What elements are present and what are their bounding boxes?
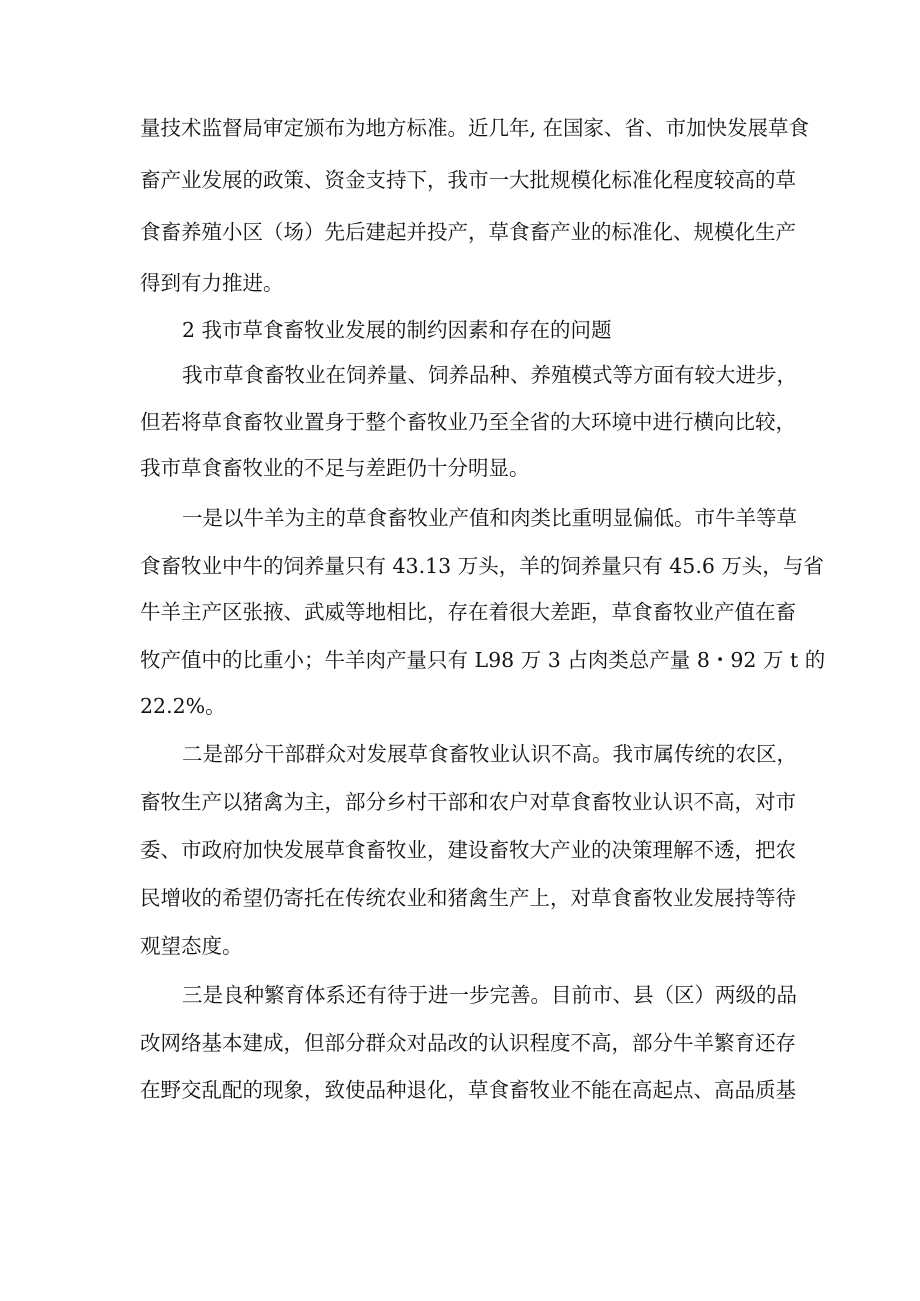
text-line: 但若将草食畜牧业置身于整个畜牧业乃至全省的大环境中进行横向比较， xyxy=(140,410,796,434)
text-line: 得到有力推进。 xyxy=(140,271,284,295)
section-heading: 2 我市草食畜牧业发展的制约因素和存在的问题 xyxy=(182,318,612,342)
text-line: 畜产业发展的政策、资金支持下，我市一大批规模化标准化程度较高的草 xyxy=(140,168,796,192)
text-line: 我市草食畜牧业在饲养量、饲养品种、养殖模式等方面有较大进步， xyxy=(182,363,797,387)
text-line: 畜牧生产以猪禽为主，部分乡村干部和农户对草食畜牧业认识不高，对市 xyxy=(140,790,796,814)
text-line: 观望态度。 xyxy=(140,934,243,958)
text-line: 22.2%。 xyxy=(140,694,226,718)
text-line: 牧产值中的比重小；牛羊肉产量只有 L98 万 3 占肉类总产量 8・92 万 t 的 xyxy=(140,648,826,672)
text-line: 食畜牧业中牛的饲养量只有 43.13 万头，羊的饲养量只有 45.6 万头，与省 xyxy=(140,554,824,578)
text-line: 牛羊主产区张掖、武威等地相比，存在着很大差距，草食畜牧业产值在畜 xyxy=(140,600,796,624)
text-line: 改网络基本建成，但部分群众对品改的认识程度不高，部分牛羊繁育还存 xyxy=(140,1031,796,1055)
text-line: 量技术监督局审定颁布为地方标准。近几年, 在国家、省、市加快发展草食 xyxy=(140,116,810,140)
text-line: 一是以牛羊为主的草食畜牧业产值和肉类比重明显偏低。市牛羊等草 xyxy=(182,506,797,530)
text-line: 民增收的希望仍寄托在传统农业和猪禽生产上，对草食畜牧业发展持等待 xyxy=(140,886,796,910)
text-line: 委、市政府加快发展草食畜牧业，建设畜牧大产业的决策理解不透，把农 xyxy=(140,838,796,862)
text-line: 在野交乱配的现象，致使品种退化，草食畜牧业不能在高起点、高品质基 xyxy=(140,1078,796,1102)
text-line: 我市草食畜牧业的不足与差距仍十分明显。 xyxy=(140,456,530,480)
text-line: 三是良种繁育体系还有待于进一步完善。目前市、县（区）两级的品 xyxy=(182,983,797,1007)
text-line: 二是部分干部群众对发展草食畜牧业认识不高。我市属传统的农区， xyxy=(182,742,797,766)
text-line: 食畜养殖小区（场）先后建起并投产，草食畜产业的标准化、规模化生产 xyxy=(140,220,796,244)
